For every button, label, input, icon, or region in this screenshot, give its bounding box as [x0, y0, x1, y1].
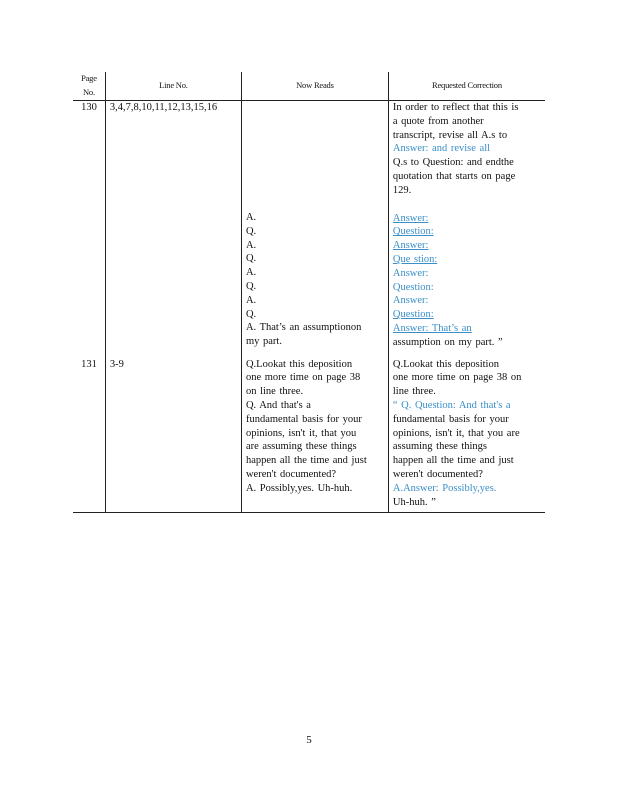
now-line: are assuming these things — [245, 441, 357, 453]
row-line-numbers: 3,4,7,8,10,11,12,13,15,16 — [105, 101, 241, 358]
correction-line: one more time on page 38 on — [392, 372, 522, 384]
requested-correction-cell — [388, 101, 545, 358]
correction-line: assumption on my part. ” — [392, 336, 503, 348]
correction-line: assuming these things — [392, 441, 488, 453]
errata-table — [73, 72, 545, 513]
now-line: weren't documented? — [245, 468, 337, 480]
correction-line: quotation that starts on page — [392, 170, 516, 182]
now-line: Q. And that's a — [245, 399, 311, 411]
table-header-row — [73, 72, 545, 101]
now-line: Q. — [245, 253, 257, 265]
correction-line: opinions, isn't it, that you are — [392, 427, 520, 439]
correction-line: Answer: and revise all — [392, 143, 491, 155]
now-line: Q. — [245, 280, 257, 292]
now-line: one more time on page 38 — [245, 372, 361, 384]
requested-correction-cell — [388, 358, 545, 513]
now-line: happen all the time and just — [245, 455, 367, 467]
correction-line: Answer: — [392, 295, 429, 307]
header-page-no: Page No. — [73, 72, 105, 101]
now-line: Q.Lookat this deposition — [245, 358, 353, 370]
correction-line: Uh-huh. ” — [392, 496, 436, 508]
table-row — [73, 101, 545, 358]
correction-line: Q.Lookat this deposition — [392, 358, 499, 370]
row-page-number: 131 — [73, 358, 105, 513]
now-reads-cell — [241, 358, 388, 513]
correction-line: Question: — [392, 309, 434, 321]
correction-line: Question: — [392, 281, 434, 293]
now-line: A. — [245, 294, 257, 306]
correction-line: a quote from another — [392, 115, 484, 127]
now-line: A. — [245, 239, 257, 251]
now-line: A. — [245, 267, 257, 279]
now-line: Q. — [245, 308, 257, 320]
header-now-reads: Now Reads — [241, 72, 388, 101]
correction-line: 129. — [392, 184, 412, 196]
correction-line: fundamental basis for your — [392, 413, 509, 425]
correction-line: “ Q. Question: And that's a — [392, 399, 511, 411]
header-requested-correction: Requested Correction — [388, 72, 545, 101]
correction-line: A.Answer: Possibly,yes. — [392, 482, 497, 494]
correction-line: Q.s to Question: and endthe — [392, 157, 514, 169]
correction-line: In order to reflect that this is — [392, 102, 519, 113]
now-line: my part. — [245, 336, 282, 348]
header-line-no: Line No. — [105, 72, 241, 101]
correction-line: transcript, revise all A.s to — [392, 129, 508, 141]
page-number: 5 — [306, 734, 312, 746]
correction-line: Answer: — [392, 267, 429, 279]
now-reads-cell — [241, 101, 388, 358]
correction-line: line three. — [392, 386, 436, 398]
correction-line: Que stion: — [392, 253, 438, 265]
correction-line: Question: — [392, 226, 434, 238]
table-row — [73, 358, 545, 513]
correction-line: Answer: — [392, 212, 429, 224]
now-line: on line three. — [245, 386, 304, 398]
correction-line: Answer: That’s an — [392, 322, 472, 334]
correction-line: happen all the time and just — [392, 455, 514, 467]
correction-line: Answer: — [392, 240, 429, 252]
now-line: Q. — [245, 225, 257, 237]
now-line: A. — [245, 212, 257, 223]
row-page-number: 130 — [81, 102, 97, 113]
now-line: opinions, isn't it, that you — [245, 427, 357, 439]
now-line: A. Possibly,yes. Uh-huh. — [245, 482, 353, 494]
row-line-numbers: 3-9 — [105, 358, 241, 513]
now-line: A. That’s an assumptionon — [245, 322, 362, 334]
correction-line: weren't documented? — [392, 468, 483, 480]
now-line: fundamental basis for your — [245, 413, 362, 425]
